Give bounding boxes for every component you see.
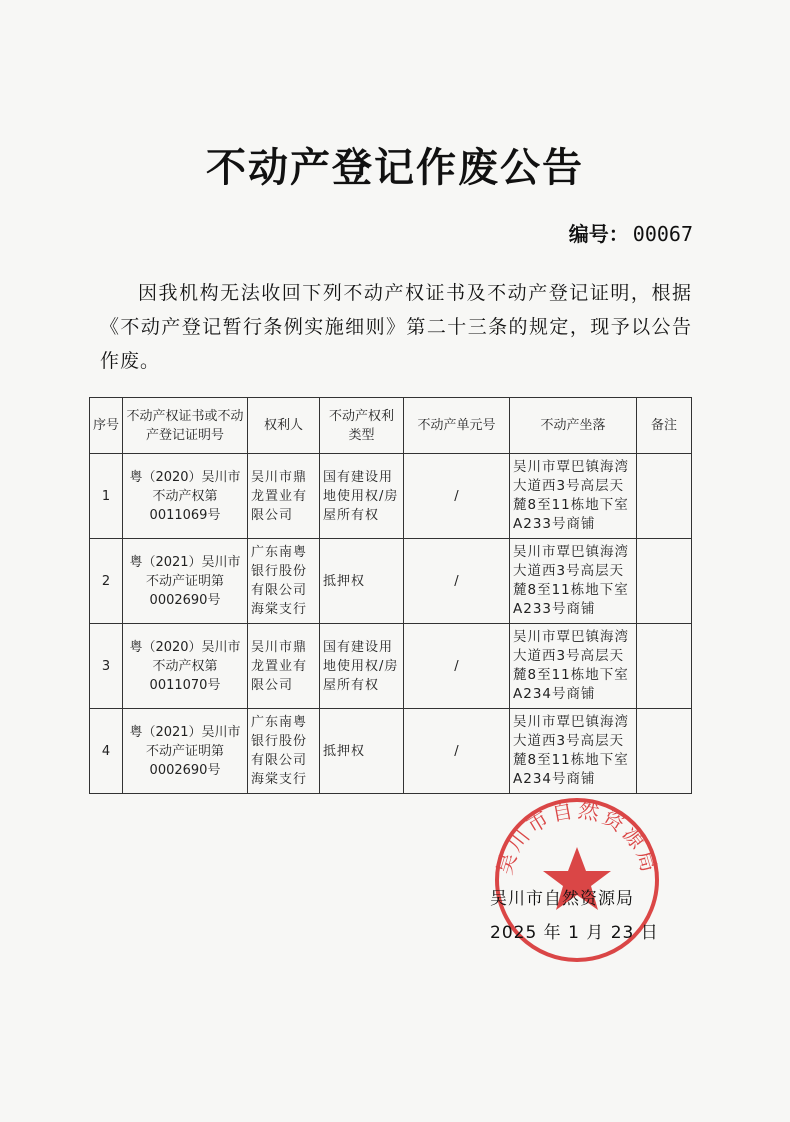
header-note: 备注 [637, 398, 692, 454]
cell-location: 吴川市覃巴镇海湾大道西3号高层天麓8至11栋地下室A234号商铺 [510, 709, 637, 794]
table-row [90, 454, 692, 539]
cell-note [637, 624, 692, 709]
cell-holder: 广东南粤银行股份有限公司海棠支行 [248, 709, 320, 794]
announcement-body: 因我机构无法收回下列不动产权证书及不动产登记证明，根据《不动产登记暂行条例实施细则》第二十三条的规定，现予以公告作废。 [100, 282, 692, 372]
cell-location: 吴川市覃巴镇海湾大道西3号高层天麓8至11栋地下室A234号商铺 [510, 624, 637, 709]
cell-right-type: 国有建设用地使用权/房屋所有权 [320, 454, 404, 539]
cell-holder: 广东南粤银行股份有限公司海棠支行 [248, 539, 320, 624]
certificate-table [89, 397, 692, 794]
table-row [90, 539, 692, 624]
seal-text: 吴川市自然资源局 [492, 797, 662, 878]
table-row [90, 624, 692, 709]
cell-note [637, 454, 692, 539]
header-cert: 不动产权证书或不动产登记证明号 [123, 398, 248, 454]
cell-cert: 粤（2021）吴川市不动产证明第0002690号 [123, 539, 248, 624]
cell-unit-no: / [404, 709, 510, 794]
cell-cert: 粤（2021）吴川市不动产证明第0002690号 [123, 709, 248, 794]
cell-note [637, 539, 692, 624]
cell-unit-no: / [404, 624, 510, 709]
cell-holder: 吴川市鼎龙置业有限公司 [248, 454, 320, 539]
document-number-label: 编号： [568, 222, 629, 246]
document-number [569, 218, 693, 247]
cell-seq: 1 [90, 454, 123, 539]
issue-date: 2025 年 1 月 23 日 [490, 923, 659, 943]
cell-unit-no: / [404, 539, 510, 624]
page-title: 不动产登记作废公告 [206, 144, 584, 191]
cell-cert: 粤（2020）吴川市不动产权第0011070号 [123, 624, 248, 709]
cell-seq: 3 [90, 624, 123, 709]
table-row [90, 709, 692, 794]
cell-cert: 粤（2020）吴川市不动产权第0011069号 [123, 454, 248, 539]
cell-right-type: 抵押权 [320, 709, 404, 794]
cell-seq: 2 [90, 539, 123, 624]
cell-location: 吴川市覃巴镇海湾大道西3号高层天麓8至11栋地下室A233号商铺 [510, 539, 637, 624]
table-header-row [90, 398, 692, 454]
header-holder: 权利人 [248, 398, 320, 454]
cell-unit-no: / [404, 454, 510, 539]
cell-note [637, 709, 692, 794]
cell-seq: 4 [90, 709, 123, 794]
header-right-type: 不动产权利类型 [320, 398, 404, 454]
document-number-value: 00067 [632, 222, 693, 246]
cell-holder: 吴川市鼎龙置业有限公司 [248, 624, 320, 709]
header-seq: 序号 [90, 398, 123, 454]
cell-right-type: 抵押权 [320, 539, 404, 624]
header-unit-no: 不动产单元号 [404, 398, 510, 454]
header-location: 不动产坐落 [510, 398, 637, 454]
cell-location: 吴川市覃巴镇海湾大道西3号高层天麓8至11栋地下室A233号商铺 [510, 454, 637, 539]
issuing-organization: 吴川市自然资源局 [490, 889, 634, 909]
cell-right-type: 国有建设用地使用权/房屋所有权 [320, 624, 404, 709]
